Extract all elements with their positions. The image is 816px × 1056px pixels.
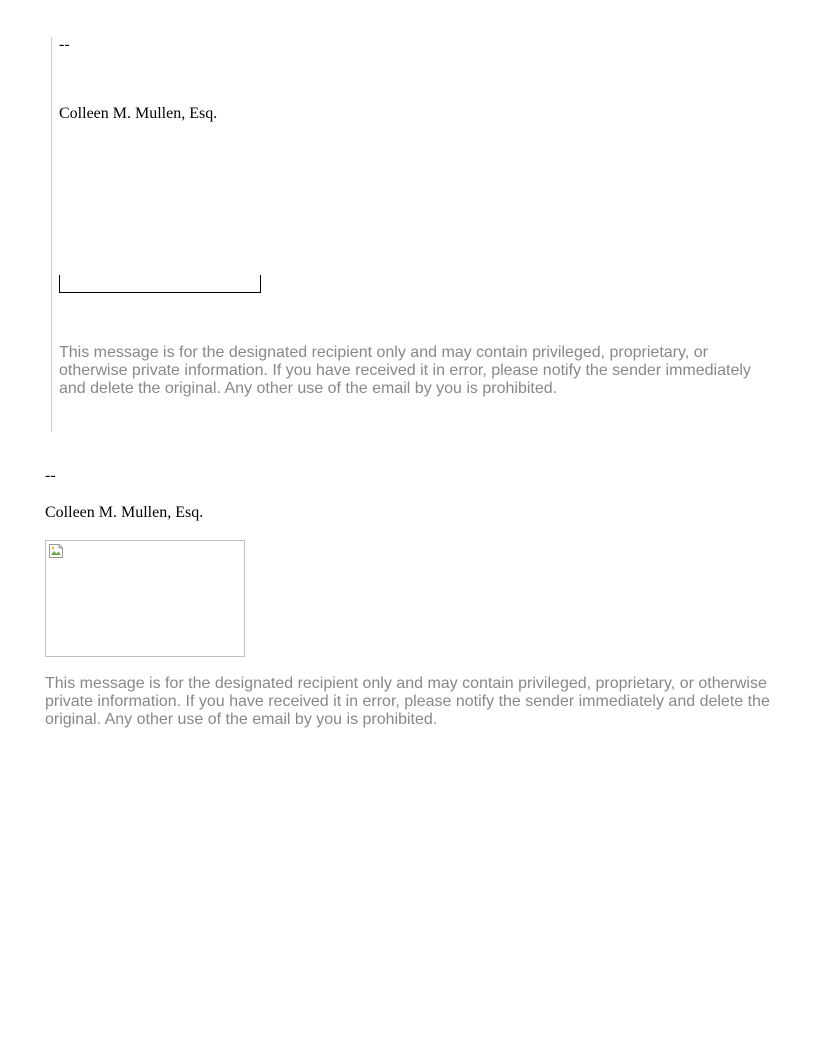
quote-bar [51,37,52,432]
broken-image-icon [48,543,64,559]
quoted-signature-name: Colleen M. Mullen, Esq. [59,105,218,122]
signature-image [45,540,245,657]
quoted-signature-image [59,275,261,293]
quoted-signature-separator: -- [59,36,70,53]
signature-name: Colleen M. Mullen, Esq. [45,504,204,521]
signature-disclaimer: This message is for the designated recipient only and may contain privileged, proprietary, or otherwise private information. If you have received it in error, please notify the sender immediately and delete the original. Any other use of the email by you is prohibited. [45,675,770,728]
quoted-disclaimer: This message is for the designated recipient only and may contain privileged, proprietary, or otherwise private information. If you have received it in error, please notify the sender immediately and delete the original. Any other use of the email by you is prohibited. [59,344,751,397]
signature-separator: -- [45,467,56,484]
